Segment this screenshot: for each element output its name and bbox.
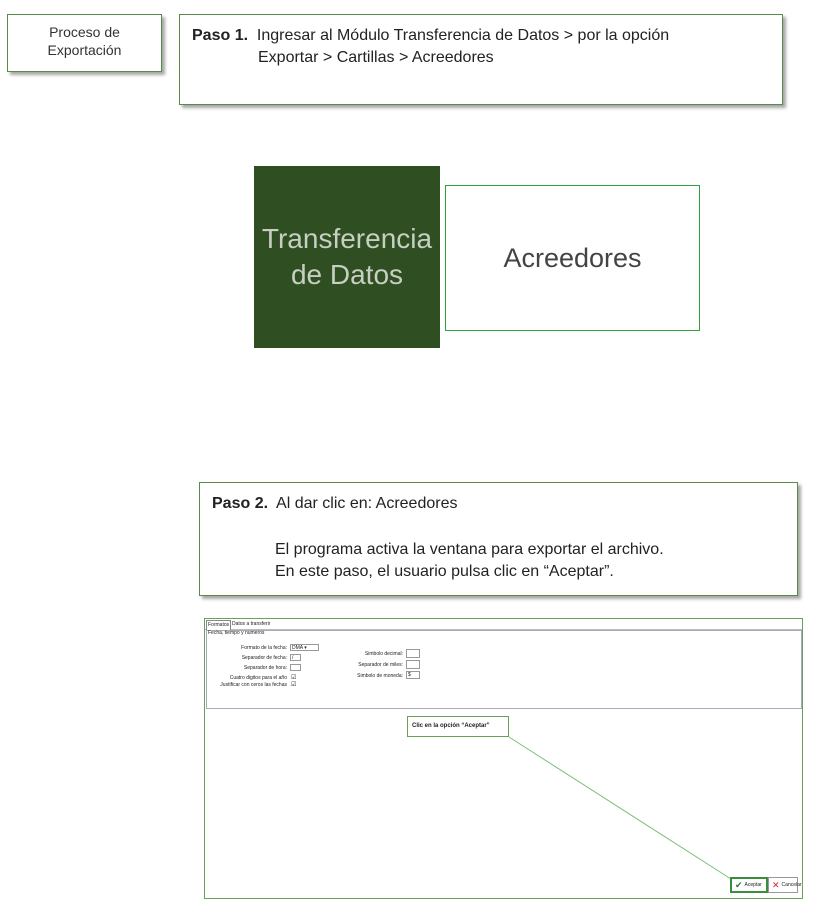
option-tile-label: Acreedores (503, 242, 642, 273)
date-sep-field[interactable]: / (290, 654, 301, 661)
currency-symbol-label: Simbolo de moneda: (357, 673, 403, 679)
process-label-line1: Proceso de (49, 24, 120, 40)
cancel-button[interactable] (768, 877, 802, 893)
date-sep-label: Separador de fecha: (241, 655, 287, 661)
justify-checkbox[interactable]: ☑ (291, 682, 297, 688)
thousands-sep-label: Separador de miles: (358, 662, 403, 668)
tab-formatos[interactable]: Formatos (208, 622, 230, 628)
chevron-down-icon: ▾ (304, 645, 307, 651)
process-label-line2: Exportación (47, 42, 122, 58)
currency-symbol-field[interactable]: $ (406, 671, 420, 679)
close-icon: ✕ (772, 879, 780, 890)
step1-text1: Ingresar al Módulo Transferencia de Datos > por la opción (256, 27, 670, 44)
module-tile-line2: de Datos (290, 259, 404, 290)
date-format-label: Formato de la fecha: (241, 645, 287, 651)
four-digits-checkbox[interactable]: ☑ (291, 675, 297, 681)
step2-text: Al dar clic en: Acreedores (276, 495, 458, 512)
date-format-select[interactable]: DMA ▾ (290, 644, 319, 651)
step2-label: Paso 2. (212, 495, 269, 512)
step2-body1: El programa activa la ventana para exportar el archivo. (275, 541, 664, 558)
tab-datos-transferir[interactable]: Datos a transferir (232, 621, 271, 627)
four-digits-label: Cuatro digitos para el año (229, 675, 287, 681)
decimal-symbol-label: Simbolo decimal: (364, 651, 403, 657)
step1-text2: Exportar > Cartillas > Acreedores (258, 49, 494, 66)
cancel-button-label: Cancelar (781, 882, 802, 888)
checkmark-icon: ✔ (735, 879, 743, 890)
justify-label: Justificar con ceros las fechas (220, 682, 287, 688)
group-title: Fecha, tiempo y numeros (208, 630, 265, 636)
time-sep-label: Separador de hora: (243, 665, 287, 671)
accept-button-label: Aceptar (744, 882, 762, 888)
step1-label: Paso 1. (192, 27, 249, 44)
module-tile-line1: Transferencia (261, 223, 433, 254)
step2-body2: En este paso, el usuario pulsa clic en “Aceptar”. (275, 563, 614, 580)
callout-aceptar: Clic en la opción “Aceptar” (407, 716, 509, 737)
accept-button[interactable] (730, 877, 768, 893)
